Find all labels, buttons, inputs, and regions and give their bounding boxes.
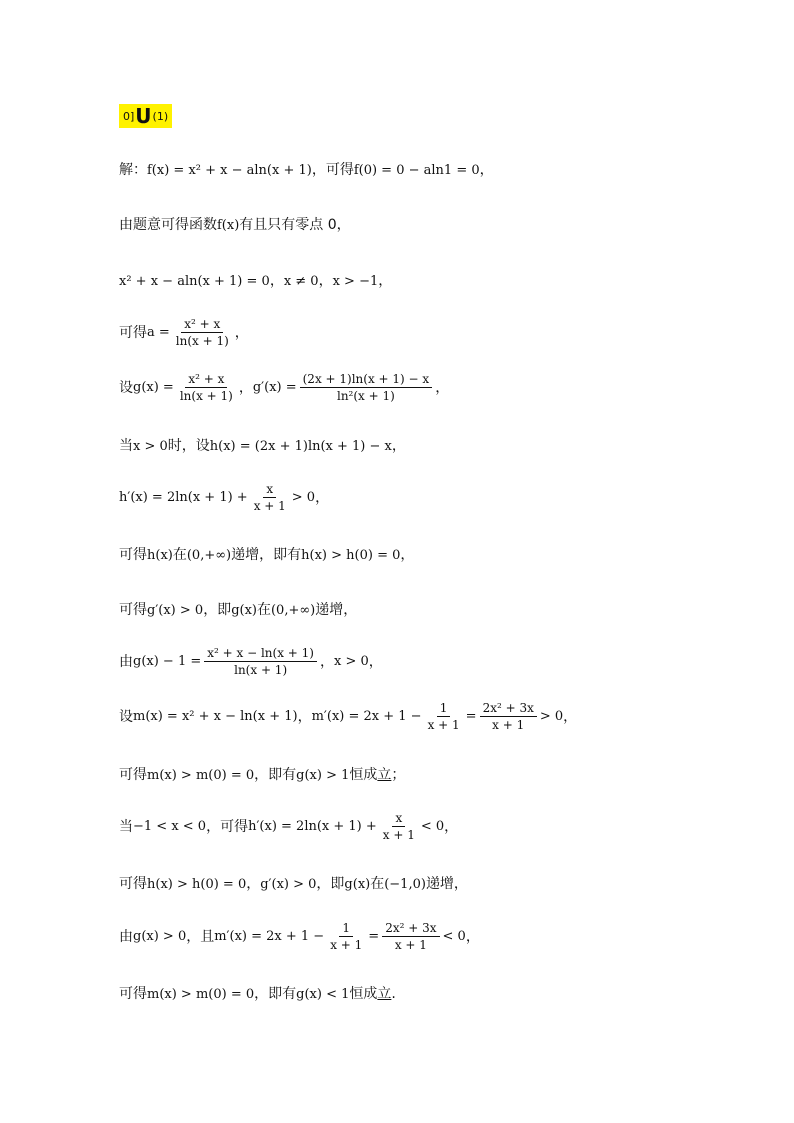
text-segment: 设 — [119, 379, 133, 396]
text-segment: ，即 — [316, 876, 345, 892]
text-segment: ，可得 — [311, 162, 354, 178]
fraction — [425, 702, 463, 731]
solution-line-16 — [119, 987, 396, 1001]
math-expression: g(x) > 0 — [133, 929, 187, 944]
fraction-denominator: x + 1 — [394, 938, 427, 952]
math-expression: g(x) < 1 — [296, 986, 350, 1002]
text-segment: ， — [444, 818, 459, 835]
text-segment: 可得 — [119, 876, 147, 892]
fraction-denominator: x + 1 — [253, 499, 286, 513]
fraction-denominator: ln²(x + 1) — [336, 389, 395, 403]
fraction — [380, 812, 418, 841]
math-expression: = — [368, 929, 380, 944]
text-segment: ， — [297, 708, 312, 725]
math-expression: g(x) = — [133, 380, 174, 395]
text-segment: ， — [319, 653, 334, 670]
solution-line-7 — [119, 483, 329, 512]
math-expression: x > 0 — [133, 438, 168, 454]
math-expression: a = — [147, 325, 170, 340]
text-segment: ， — [315, 489, 330, 506]
math-expression: f(x) = x² + x − aln(x + 1) — [147, 162, 312, 178]
text-segment: 在 — [256, 602, 271, 618]
math-expression: > 0 — [291, 490, 316, 505]
fraction — [204, 647, 317, 676]
math-expression: −1 < x < 0 — [133, 819, 207, 834]
question-number-highlight — [119, 104, 172, 128]
fraction-numerator: 2x² + 3x — [382, 922, 439, 937]
math-expression: < 0 — [420, 819, 445, 834]
math-expression: < 0 — [442, 929, 466, 944]
math-expression: h′(x) = 2ln(x + 1) + — [119, 490, 248, 505]
fraction-denominator: ln(x + 1) — [234, 663, 288, 677]
text-segment: ， — [563, 708, 578, 725]
math-expression: g(x) — [231, 602, 257, 618]
text-segment: 当 — [119, 438, 133, 454]
solution-line-4 — [119, 318, 249, 347]
math-expression: g′(x) > 0 — [147, 602, 204, 618]
fraction-numerator: 1 — [339, 922, 353, 937]
math-expression: > 0 — [539, 709, 564, 724]
math-expression: m′(x) = 2x + 1 − — [214, 929, 325, 944]
fraction-denominator: x + 1 — [330, 938, 363, 952]
math-expression: m(x) > m(0) = 0 — [147, 767, 255, 783]
solution-line-14 — [119, 877, 468, 891]
text-segment: 可得 — [119, 324, 147, 341]
text-segment: 由 — [119, 653, 133, 670]
text-segment: ， — [378, 273, 393, 289]
text-segment: 恒成立； — [349, 767, 406, 783]
fraction-numerator: x² + x — [185, 373, 227, 388]
text-segment: ， — [246, 876, 261, 892]
text-segment: ， — [368, 653, 383, 670]
fraction-denominator: ln(x + 1) — [175, 334, 229, 348]
text-segment: ， — [435, 379, 450, 396]
text-segment: 可得 — [119, 767, 147, 783]
math-expression: x > −1 — [332, 273, 379, 289]
question-prefix: 0] — [123, 109, 135, 123]
text-segment: 递增， — [315, 602, 358, 618]
fraction-denominator: ln(x + 1) — [179, 389, 233, 403]
math-expression: h(x) > h(0) = 0 — [301, 547, 401, 563]
text-segment: 递增，即有 — [231, 547, 302, 563]
fraction-numerator: (2x + 1)ln(x + 1) − x — [300, 373, 433, 388]
text-segment: ， — [391, 438, 406, 454]
fraction-numerator: x² + x — [181, 318, 223, 333]
text-segment: 在 — [370, 876, 385, 892]
text-segment: ， — [238, 379, 253, 396]
solution-line-10 — [119, 647, 383, 676]
solution-line-8 — [119, 548, 414, 562]
math-expression: h(x) — [147, 547, 173, 563]
math-expression: g(x) — [344, 876, 371, 892]
question-part-label: (1) — [152, 109, 169, 123]
text-segment: 当 — [119, 818, 133, 835]
math-expression: (0,+∞) — [186, 547, 232, 563]
fraction-denominator: x + 1 — [492, 718, 525, 732]
math-expression: g′(x) > 0 — [260, 876, 317, 892]
solution-line-1 — [119, 163, 494, 177]
math-expression: = — [465, 709, 477, 724]
fraction-numerator: 2x² + 3x — [480, 702, 537, 717]
math-expression: (0,+∞) — [270, 602, 316, 618]
solution-line-6 — [119, 439, 406, 453]
text-segment: 设 — [119, 708, 133, 725]
math-expression: h(x) > h(0) = 0 — [147, 876, 247, 892]
text-segment: ， — [400, 547, 415, 563]
math-expression: (−1,0) — [384, 876, 426, 892]
solution-line-13 — [119, 812, 458, 841]
solution-line-15 — [119, 922, 480, 951]
math-expression: h(x) = (2x + 1)ln(x + 1) − x — [209, 438, 392, 454]
text-segment: ，即有 — [254, 986, 297, 1002]
text-segment: 在 — [172, 547, 187, 563]
text-segment: ，即 — [203, 602, 232, 618]
text-segment: 可得 — [119, 547, 147, 563]
fraction — [382, 922, 439, 951]
fraction-numerator: x² + x − ln(x + 1) — [204, 647, 317, 662]
text-segment: ，且 — [186, 928, 215, 945]
fraction — [300, 373, 433, 402]
text-segment: 解： — [119, 162, 147, 178]
math-expression: f(x) — [217, 217, 240, 233]
math-expression: m(x) = x² + x − ln(x + 1) — [133, 709, 298, 724]
question-mark: U — [135, 104, 152, 128]
text-segment: 可得 — [119, 602, 147, 618]
text-segment: ，即有 — [254, 767, 297, 783]
math-expression: m(x) > m(0) = 0 — [147, 986, 255, 1002]
text-segment: ，可得 — [206, 818, 249, 835]
math-expression: x > 0 — [333, 654, 369, 669]
solution-line-3 — [119, 274, 392, 288]
solution-line-11 — [119, 702, 577, 731]
text-segment: 递增， — [425, 876, 468, 892]
text-segment: 恒成立. — [349, 986, 396, 1002]
text-segment: ， — [465, 928, 480, 945]
text-segment: ， — [269, 273, 284, 289]
text-segment: 可得 — [119, 986, 147, 1002]
fraction-denominator: x + 1 — [427, 718, 460, 732]
math-expression: g(x) − 1 = — [133, 654, 202, 669]
math-expression: m′(x) = 2x + 1 − — [311, 709, 422, 724]
math-expression: x² + x − aln(x + 1) = 0 — [119, 273, 270, 289]
fraction — [173, 318, 232, 347]
solution-line-2 — [119, 218, 351, 232]
solution-line-5 — [119, 373, 449, 402]
text-segment: 时，设 — [167, 438, 210, 454]
math-expression: f(0) = 0 − aln1 = 0 — [353, 162, 480, 178]
solution-line-9 — [119, 603, 357, 617]
fraction — [480, 702, 537, 731]
fraction-numerator: x — [263, 483, 276, 498]
text-segment: 由题意可得函数 — [119, 217, 217, 233]
math-expression: x ≠ 0 — [283, 273, 319, 289]
text-segment: ， — [318, 273, 333, 289]
fraction — [327, 922, 365, 951]
text-segment: ， — [479, 162, 494, 178]
fraction — [251, 483, 289, 512]
fraction — [177, 373, 236, 402]
fraction-numerator: x — [392, 812, 405, 827]
math-expression: g′(x) = — [252, 380, 297, 395]
fraction-denominator: x + 1 — [382, 828, 415, 842]
text-segment: 有且只有零点 0， — [239, 217, 351, 233]
math-expression: g(x) > 1 — [296, 767, 350, 783]
solution-line-12 — [119, 768, 405, 782]
text-segment: 由 — [119, 928, 133, 945]
text-segment: ， — [234, 324, 249, 341]
fraction-numerator: 1 — [437, 702, 451, 717]
math-expression: h′(x) = 2ln(x + 1) + — [248, 819, 377, 834]
